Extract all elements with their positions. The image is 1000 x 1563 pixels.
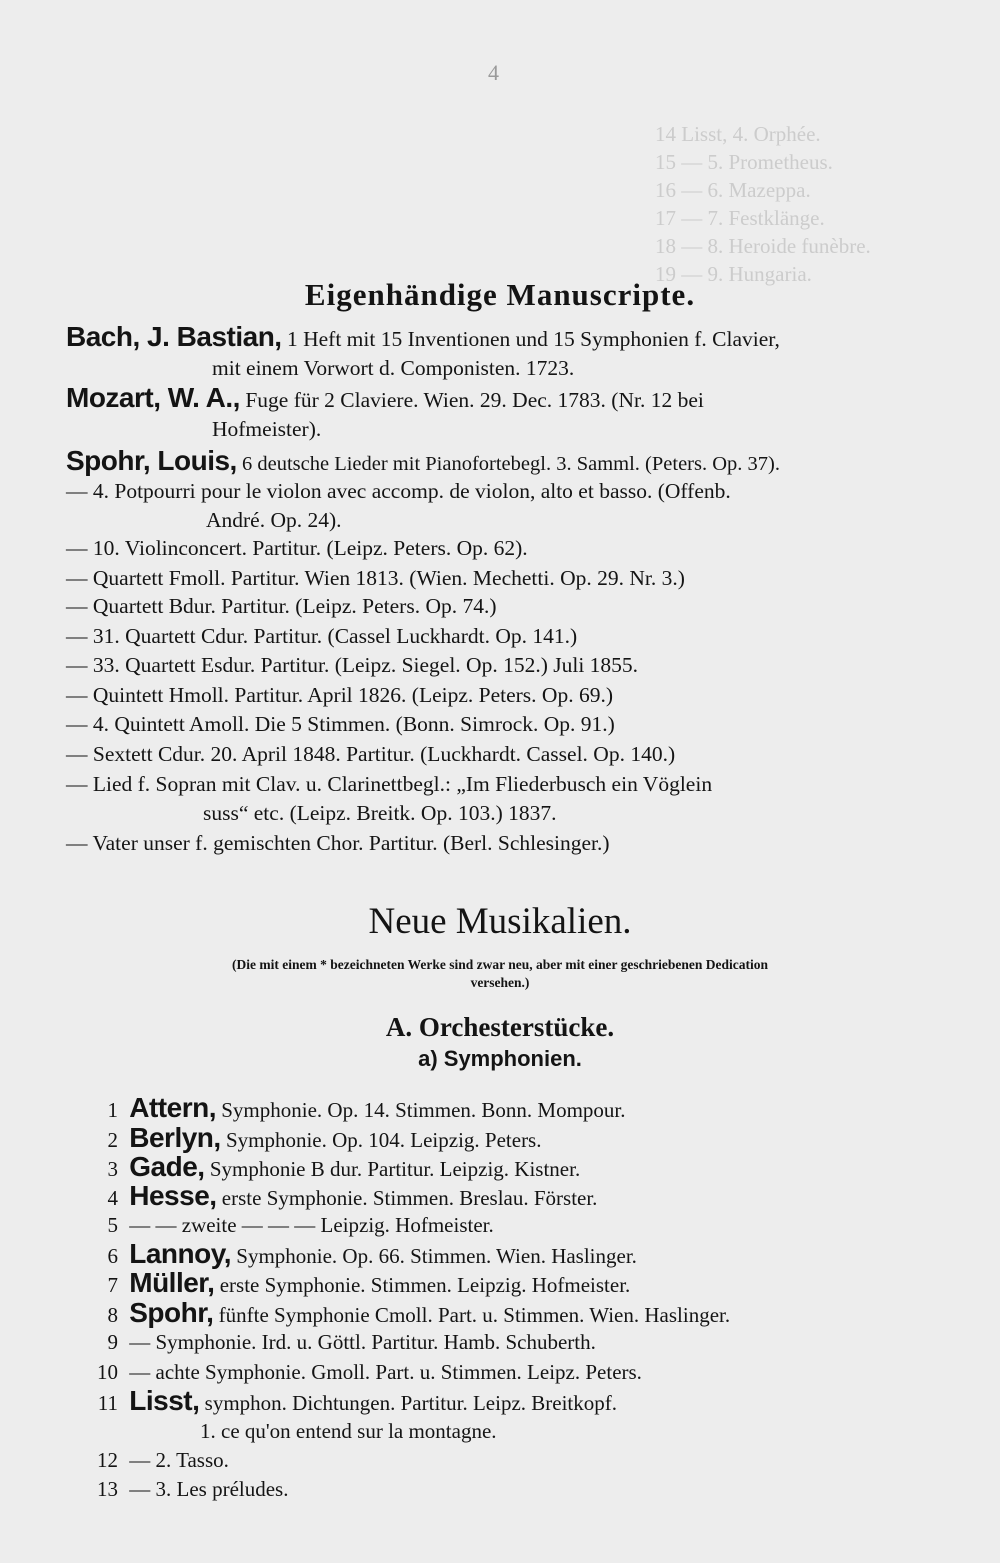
manuscript-line: — Quartett Bdur. Partitur. (Leipz. Peters. Op. 74.) (66, 594, 497, 618)
item-text: — 3. Les préludes. (129, 1477, 289, 1501)
item-text: erste Symphonie. Stimmen. Breslau. Förster. (221, 1186, 598, 1210)
item-number: 9 (107, 1330, 118, 1354)
bleed-line: 19 — 9. Hungaria. (655, 262, 812, 286)
bleed-line: 17 — 7. Festklänge. (655, 206, 825, 230)
list-item (80, 1386, 617, 1418)
item-number: 8 (107, 1303, 118, 1327)
item-number: 7 (107, 1273, 118, 1297)
note-line: (Die mit einem * bezeichneten Werke sind zwar neu, aber mit einer geschriebenen Dedication (232, 957, 768, 972)
bleed-line: 18 — 8. Heroide funèbre. (655, 234, 871, 258)
bleed-line: 15 — 5. Prometheus. (655, 150, 833, 174)
item-number: 2 (107, 1128, 118, 1152)
manuscript-line (66, 447, 780, 478)
manuscript-line: — Lied f. Sopran mit Clav. u. Clarinettbegl.: „Im Fliederbusch ein Vöglein (66, 772, 713, 796)
list-item (80, 1445, 229, 1475)
item-text: erste Symphonie. Stimmen. Leipzig. Hofmeister. (219, 1273, 631, 1297)
item-number: 6 (107, 1244, 118, 1268)
note-line: versehen.) (470, 975, 530, 990)
item-text: Symphonie B dur. Partitur. Leipzig. Kistner. (209, 1157, 581, 1181)
item-number: 13 (97, 1477, 118, 1501)
composer-name: Mozart, W. A., (66, 382, 240, 413)
item-number: 5 (107, 1213, 118, 1237)
manuscript-line: André. Op. 24). (206, 508, 342, 532)
composer-name: Attern, (129, 1092, 216, 1123)
item-number: 1 (107, 1098, 118, 1122)
item-number: 12 (97, 1448, 118, 1472)
manuscript-text: 6 deutsche Lieder mit Pianofortebegl. 3. Samml. (Peters. Op. 37). (241, 453, 780, 475)
manuscript-line: — Vater unser f. gemischten Chor. Partitur. (Berl. Schlesinger.) (66, 831, 610, 855)
item-number: 11 (97, 1391, 118, 1415)
manuscript-text: Fuge für 2 Claviere. Wien. 29. Dec. 1783. (Nr. 12 bei (245, 388, 704, 412)
manuscript-line: suss“ etc. (Leipz. Breitk. Op. 103.) 1837. (203, 801, 557, 825)
list-item (80, 1268, 630, 1300)
manuscript-line: mit einem Vorwort d. Componisten. 1723. (212, 356, 575, 380)
subsection-heading: A. Orchesterstücke. (385, 1012, 615, 1042)
item-text: symphon. Dichtungen. Partitur. Leipz. Breitkopf. (204, 1391, 617, 1415)
item-text: — — zweite — — — Leipzig. Hofmeister. (129, 1213, 494, 1237)
composer-name: Müller, (129, 1267, 215, 1298)
list-item (200, 1416, 497, 1446)
manuscript-line: — 33. Quartett Esdur. Partitur. (Leipz. Siegel. Op. 152.) Juli 1855. (66, 653, 639, 677)
composer-name: Gade, (129, 1151, 205, 1182)
bleed-line: 14 Lisst, 4. Orphée. (655, 122, 821, 146)
manuscript-line: — Sextett Cdur. 20. April 1848. Partitur. (Luckhardt. Cassel. Op. 140.) (66, 742, 676, 766)
composer-name: Bach, J. Bastian, (66, 321, 282, 352)
category-heading: a) Symphonien. (418, 1046, 582, 1071)
list-item (80, 1357, 642, 1387)
item-text: — Symphonie. Ird. u. Göttl. Partitur. Hamb. Schuberth. (129, 1330, 596, 1354)
composer-name: Spohr, Louis, (66, 445, 237, 476)
manuscript-line: Hofmeister). (212, 417, 322, 441)
list-item (80, 1327, 596, 1357)
manuscript-text: 1 Heft mit 15 Inventionen und 15 Symphonien f. Clavier, (286, 327, 780, 351)
item-number: 10 (97, 1360, 118, 1384)
manuscript-line: — 4. Quintett Amoll. Die 5 Stimmen. (Bonn. Simrock. Op. 91.) (66, 712, 615, 736)
item-text: Symphonie. Op. 14. Stimmen. Bonn. Mompour. (221, 1098, 626, 1122)
list-item (80, 1474, 288, 1504)
item-text: Symphonie. Op. 104. Leipzig. Peters. (225, 1128, 542, 1152)
manuscript-line: — 4. Potpourri pour le violon avec accomp. de violon, alto et basso. (Offenb. (66, 479, 731, 503)
list-item (80, 1298, 730, 1330)
manuscript-line: — Quintett Hmoll. Partitur. April 1826. (Leipz. Peters. Op. 69.) (66, 683, 613, 707)
dedication-note (60, 956, 940, 992)
manuscripts-heading: Eigenhändige Manuscripte. (304, 277, 696, 312)
manuscript-line: — Quartett Fmoll. Partitur. Wien 1813. (Wien. Mechetti. Op. 29. Nr. 3.) (66, 566, 685, 590)
page-number: 4 (488, 60, 499, 85)
item-text: 1. ce qu'on entend sur la montagne. (200, 1419, 497, 1443)
composer-name: Spohr, (129, 1297, 214, 1328)
composer-name: Berlyn, (129, 1122, 221, 1153)
item-text: — achte Symphonie. Gmoll. Part. u. Stimmen. Leipz. Peters. (129, 1360, 642, 1384)
manuscript-line: — 31. Quartett Cdur. Partitur. (Cassel Luckhardt. Op. 141.) (66, 624, 578, 648)
item-text: fünfte Symphonie Cmoll. Part. u. Stimmen. Wien. Haslinger. (218, 1303, 731, 1327)
manuscript-line (66, 384, 704, 414)
manuscript-line (66, 323, 780, 353)
composer-name: Lisst, (129, 1385, 200, 1416)
list-item (80, 1093, 626, 1125)
list-item (80, 1210, 494, 1240)
section-heading: Neue Musikalien. (368, 901, 632, 942)
list-item (80, 1181, 597, 1213)
item-text: — 2. Tasso. (129, 1448, 229, 1472)
manuscript-line: — 10. Violinconcert. Partitur. (Leipz. Peters. Op. 62). (66, 536, 528, 560)
item-number: 4 (107, 1186, 118, 1210)
item-number: 3 (107, 1157, 118, 1181)
bleed-line: 16 — 6. Mazeppa. (655, 178, 811, 202)
item-text: Symphonie. Op. 66. Stimmen. Wien. Haslinger. (236, 1244, 637, 1268)
composer-name: Lannoy, (129, 1238, 232, 1269)
composer-name: Hesse, (129, 1180, 217, 1211)
